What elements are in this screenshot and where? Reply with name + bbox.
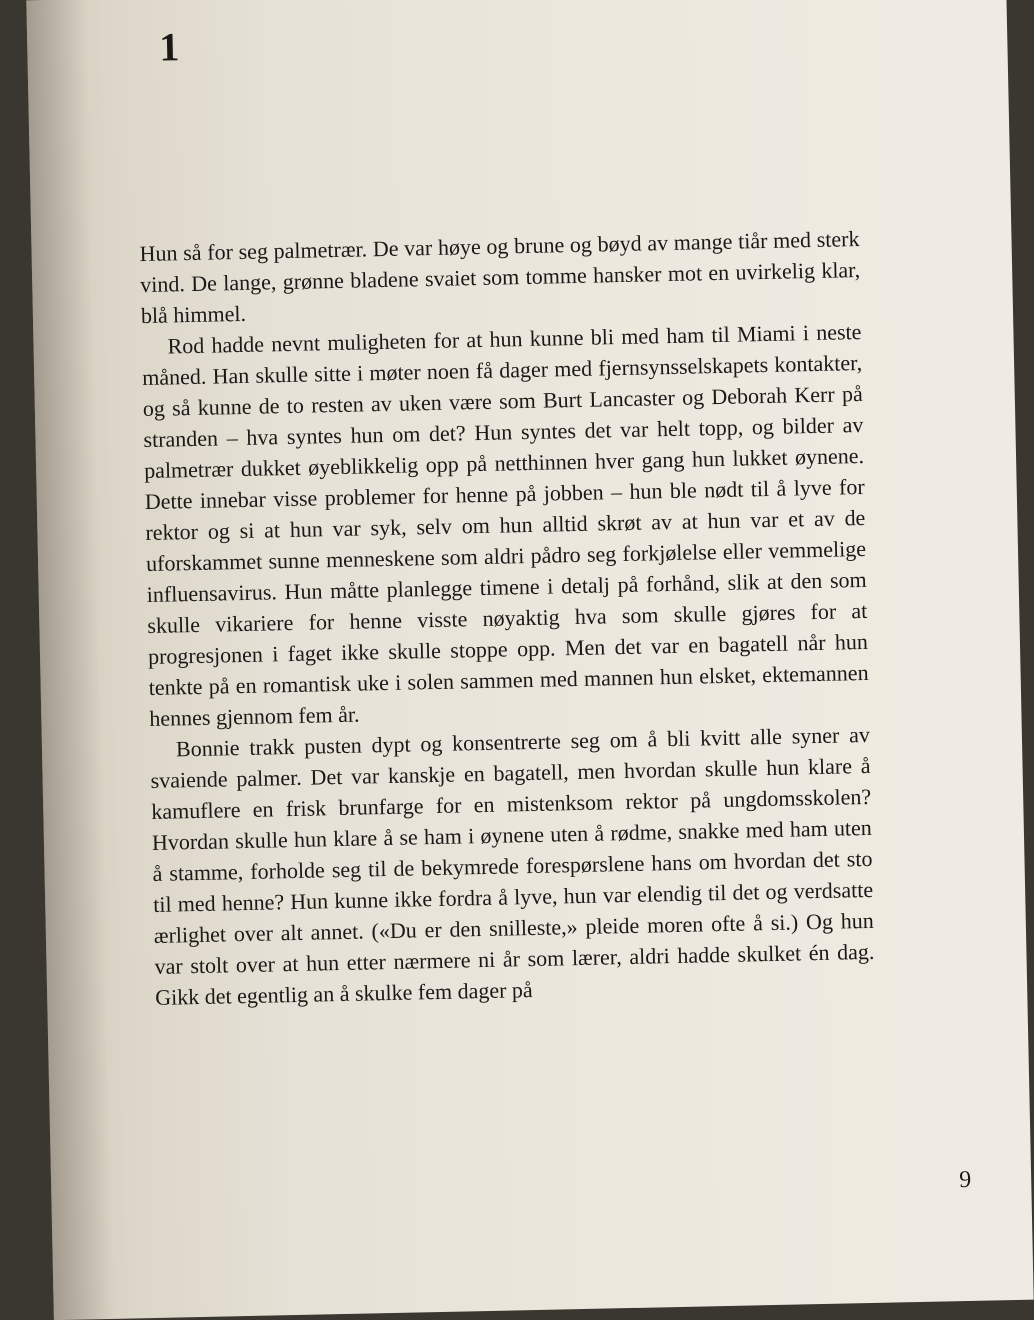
- paragraph: Hun så for seg palmetrær. De var høye og brune og bøyd av mange tiår med sterk vind. De lange, grønne bladene svaiet som tomme hansker mot en uvirkelig klar, blå himmel.: [139, 226, 861, 329]
- chapter-number: 1: [158, 24, 180, 70]
- paragraph: Rod hadde nevnt muligheten for at hun kunne bli med ham til Miami i neste måned. Han skulle sitte i møter noen få dager med fjernsynsselskapets kontakter, og så kunne de to resten av uken være som Burt Lancaster og Deborah Kerr på stranden – hva syntes hun om det? Hun syntes det var helt topp, og bilder av palmetrær dukket øyeblikkelig opp på netthinnen hver gang hun lukket øynene. Dette innebar visse problemer for henne på jobben – hun ble nødt til å lyve for rektor og si at hun var syk, selv om hun alltid skrøt av at hun var et av de uforskammet sunne menneskene som aldri pådro seg forkjølelse eller vemmelige influensavirus. Hun måtte planlegge timene i detalj på forhånd, slik at den som skulle vikariere for henne visste nøyaktig hva som skulle gjøres for at progresjonen i faget ikke skulle stoppe opp. Men det var en bagatell når hun tenkte på en romantisk uke i solen sammen med mannen hun elsket, ektemannen hennes gjennom fem år.: [141, 318, 869, 731]
- paragraph: Bonnie trakk pusten dypt og konsentrerte seg om å bli kvitt alle syner av svaiende palmer. Det var kanskje en bagatell, men hvordan skulle hun klare å kamuflere en frisk brunfarge for en mistenksom rektor på ungdomsskolen? Hvordan skulle hun klare å se ham i øynene uten å rødme, snakke med ham uten å stamme, forholde seg til de bekymrede forespørslene hans om hvordan det sto til med henne? Hun kunne ikke fordra å lyve, hun var elendig til det og verdsatte ærlighet over alt annet. («Du er den snilleste,» pleide moren ofte å si.) Og hun var stolt over at hun etter nærmere ni år som lærer, aldri hadde skulket én dag. Gikk det egentlig an å skulke fem dager på: [150, 721, 875, 1010]
- book-page: [26, 0, 1033, 1320]
- page-gutter-shadow: [26, 0, 114, 1320]
- page-number: 9: [958, 1166, 972, 1194]
- body-text: [139, 223, 875, 1013]
